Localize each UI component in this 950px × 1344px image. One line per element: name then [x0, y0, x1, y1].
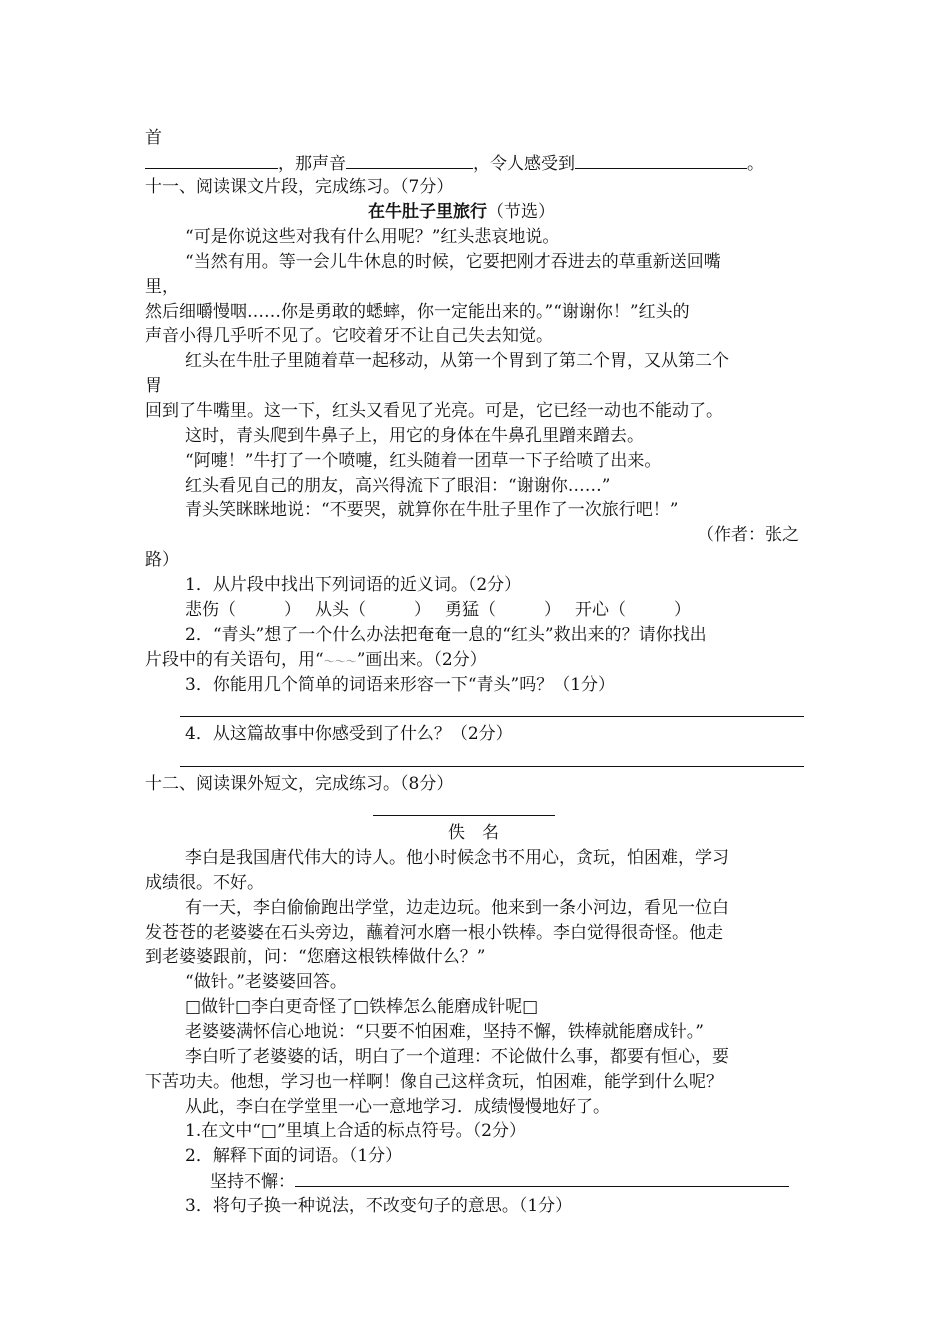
question-2: 2．解释下面的词语。（1分） [185, 1146, 403, 1166]
question-2-cont [145, 649, 487, 673]
paragraph-line: 成绩很。不好。 [145, 873, 264, 893]
paragraph-line: □做针□李白更奇怪了□铁棒怎么能磨成针呢□ [185, 997, 539, 1017]
wavy-mark: ～～～ [323, 655, 357, 668]
section-12-heading: 十二、阅读课外短文，完成练习。（8分） [145, 774, 454, 794]
paragraph-line: “当然有用。等一会儿牛休息的时候，它要把刚才吞进去的草重新送回嘴 [185, 252, 721, 272]
fill-text-end: 。 [747, 154, 764, 174]
paragraph-line: “做针。”老婆婆回答。 [185, 972, 347, 992]
word-label: 从头（ [315, 600, 366, 620]
line-shou: 首 [145, 128, 162, 148]
word-close: ） [284, 600, 301, 620]
paragraph-line: 里， [145, 277, 179, 297]
paragraph-line: 李白是我国唐代伟大的诗人。他小时候念书不用心，贪玩，怕困难，学习 [185, 848, 729, 868]
passage-title-note: （节选） [487, 202, 555, 222]
paragraph-line: 这时，青头爬到牛鼻子上，用它的身体在牛鼻孔里蹭来蹭去。 [185, 426, 644, 446]
passage-title: 在牛肚子里旅行 [368, 202, 487, 222]
fill-text-2: ，令人感受到 [473, 154, 575, 174]
section-11-heading: 十一、阅读课文片段，完成练习。（7分） [145, 177, 454, 197]
paragraph-line: 青头笑眯眯地说：“不要哭，就算你在牛肚子里作了一次旅行吧！” [185, 500, 679, 520]
word-close: ） [544, 600, 561, 620]
paragraph-line: 然后细嚼慢咽……你是勇敢的蟋蟀，你一定能出来的。”“谢谢你！”红头的 [145, 302, 690, 322]
section-12-author: 佚 名 [448, 823, 499, 843]
question-2: 2．“青头”想了一个什么办法把奄奄一息的“红头”救出来的？请你找出 [185, 625, 707, 645]
fill-text-1: ，那声音 [278, 154, 346, 174]
paragraph-line: “可是你说这些对我有什么用呢？”红头悲哀地说。 [185, 227, 560, 247]
answer-blank[interactable] [295, 1170, 789, 1187]
paragraph-line: 红头在牛肚子里随着草一起移动，从第一个胃到了第二个胃，又从第二个 [185, 351, 729, 371]
question-1-words [185, 599, 691, 621]
paragraph-line: 下苦功夫。他想，学习也一样啊！像自己这样贪玩，怕困难，能学到什么呢？ [145, 1072, 723, 1092]
question-1: 1．从片段中找出下列词语的近义词。（2分） [185, 575, 522, 595]
word-close: ） [674, 600, 691, 620]
author-line: （作者：张之 [697, 525, 799, 545]
question-1: 1.在文中“□”里填上合适的标点符号。（2分） [185, 1121, 526, 1141]
fill-in-line [145, 152, 764, 175]
question-3: 3．将句子换一种说法，不改变句子的意思。（1分） [185, 1196, 573, 1216]
paragraph-line: 从此，李白在学堂里一心一意地学习．成绩慢慢地好了。 [185, 1097, 610, 1117]
answer-line-q4[interactable] [180, 766, 804, 767]
q2-text: 片段中的有关语句，用“ [145, 650, 324, 670]
paragraph-line: 红头看见自己的朋友，高兴得流下了眼泪：“谢谢你……” [185, 476, 611, 496]
answer-line-q3[interactable] [180, 716, 804, 717]
paragraph-line: 老婆婆满怀信心地说：“只要不怕困难，坚持不懈，铁棒就能磨成针。” [185, 1022, 704, 1042]
title-answer-line[interactable] [373, 815, 555, 816]
paragraph-line: 有一天，李白偷偷跑出学堂，边走边玩。他来到一条小河边，看见一位白 [185, 898, 729, 918]
blank-2[interactable] [346, 152, 473, 169]
paragraph-line: 胃 [145, 376, 162, 396]
paragraph-line: 到老婆婆跟前，问：“您磨这根铁棒做什么？” [145, 947, 486, 967]
word-label: 勇猛（ [445, 600, 496, 620]
paragraph-line: 回到了牛嘴里。这一下，红头又看见了光亮。可是，它已经一动也不能动了。 [145, 401, 723, 421]
blank-3[interactable] [575, 152, 747, 169]
paragraph-line: 发苍苍的老婆婆在石头旁边，蘸着河水磨一根小铁棒。李白觉得很奇怪。他走 [145, 923, 723, 943]
section-11-title [368, 201, 555, 223]
paragraph-line: “阿嚏！”牛打了一个喷嚏，红头随着一团草一下子给喷了出来。 [185, 451, 662, 471]
question-4: 4．从这篇故事中你感受到了什么？（2分） [185, 724, 513, 744]
q2-text-end: ”画出来。（2分） [356, 650, 487, 670]
blank-1[interactable] [145, 152, 278, 169]
word-close: ） [414, 600, 431, 620]
word-label: 开心（ [575, 600, 626, 620]
paragraph-line: 声音小得几乎听不见了。它咬着牙不让自己失去知觉。 [145, 326, 553, 346]
author-line-end: 路） [145, 550, 179, 570]
paragraph-line: 李白听了老婆婆的话，明白了一个道理：不论做什么事，都要有恒心，要 [185, 1047, 729, 1067]
word-label: 悲伤（ [185, 600, 236, 620]
question-2-word [210, 1170, 789, 1193]
word-to-explain: 坚持不懈： [210, 1172, 295, 1192]
question-3: 3．你能用几个简单的词语来形容一下“青头”吗？（1分） [185, 675, 616, 695]
